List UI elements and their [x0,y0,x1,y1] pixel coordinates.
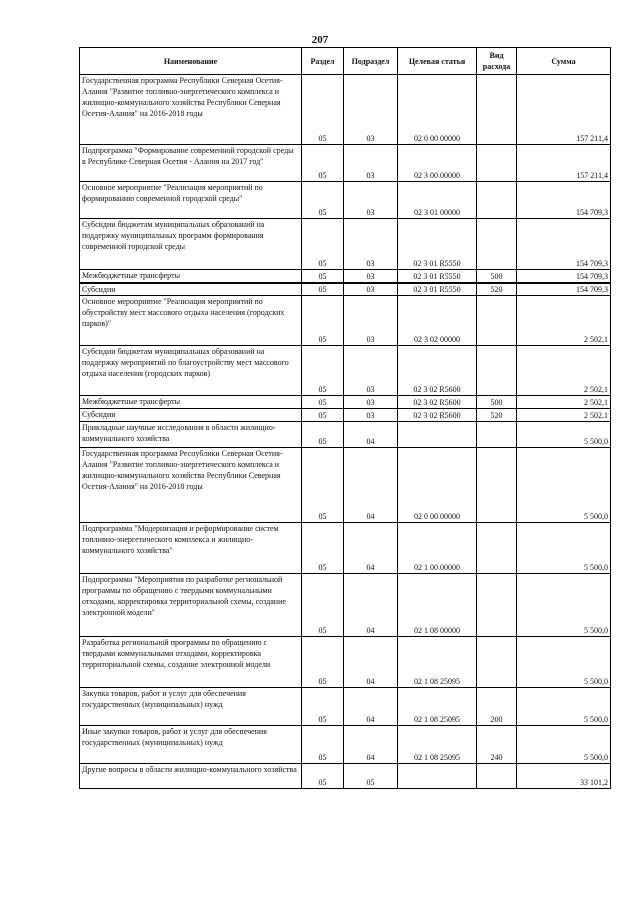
header-section: Раздел [302,48,344,75]
row-target: 02 1 08 25095 [398,688,477,726]
table-body [80,75,611,789]
row-target [398,422,477,448]
row-name: Подпрограмма "Формирование современной городской среды в Республике Северная Осетия - Алания на 2017 год" [80,145,302,182]
row-target: 02 3 01 00000 [398,182,477,219]
row-name: Субсидии [80,283,302,296]
table-row [80,574,611,637]
row-name: Государственная программа Республики Северная Осетия-Алания "Развитие топливно-энергетического комплекса и жилищно-коммунального хозяйства Республики Северная Осетия-Алания" на 2016-2018 годы [80,75,302,145]
row-expense-type [477,448,517,523]
table-header-row [80,48,611,75]
row-name: Подпрограмма "Мероприятия по разработке региональной программы по обращению с твердыми коммунальными отходами, корректировка территориальной схемы, создание электронной модели" [80,574,302,637]
row-name: Субсидии бюджетам муниципальных образований на поддержку муниципальных программ формирования современной городской среды [80,219,302,270]
row-amount: 2 502,1 [517,409,611,422]
row-amount: 154 709,3 [517,270,611,283]
row-target: 02 1 08 00000 [398,574,477,637]
table-row [80,75,611,145]
table-row [80,396,611,409]
row-section: 05 [302,145,344,182]
row-subsection: 04 [344,637,398,688]
row-section: 05 [302,764,344,789]
row-expense-type [477,219,517,270]
row-section: 05 [302,726,344,764]
row-subsection: 03 [344,75,398,145]
row-amount: 5 500,0 [517,688,611,726]
row-expense-type: 240 [477,726,517,764]
row-subsection: 05 [344,764,398,789]
row-name: Государственная программа Республики Северная Осетия-Алания "Развитие топливно-энергетического комплекса и жилищно-коммунального хозяйства Республики Северная Осетия-Алания" на 2016-2018 годы [80,448,302,523]
table-row [80,346,611,396]
row-expense-type [477,764,517,789]
table-row [80,688,611,726]
table-row [80,422,611,448]
row-expense-type [477,422,517,448]
row-section: 05 [302,346,344,396]
row-section: 05 [302,523,344,574]
row-amount: 154 709,3 [517,283,611,296]
row-expense-type [477,75,517,145]
row-amount: 5 500,0 [517,574,611,637]
row-section: 05 [302,688,344,726]
row-amount: 157 211,4 [517,145,611,182]
row-amount: 5 500,0 [517,422,611,448]
row-amount: 5 500,0 [517,637,611,688]
table-row [80,764,611,789]
row-amount: 157 211,4 [517,75,611,145]
row-section: 05 [302,75,344,145]
header-subsection: Подраздел [344,48,398,75]
row-subsection: 04 [344,422,398,448]
row-name: Межбюджетные трансферты [80,396,302,409]
row-expense-type: 520 [477,409,517,422]
row-name: Субсидии [80,409,302,422]
row-expense-type [477,637,517,688]
row-target: 02 0 00 00000 [398,448,477,523]
row-subsection: 04 [344,726,398,764]
row-target: 02 3 02 00000 [398,296,477,346]
row-subsection: 04 [344,574,398,637]
row-section: 05 [302,396,344,409]
row-subsection: 03 [344,219,398,270]
row-section: 05 [302,574,344,637]
row-target: 02 3 02 R5600 [398,346,477,396]
row-amount: 154 709,3 [517,182,611,219]
row-name: Иные закупки товаров, работ и услуг для обеспечения государственных (муниципальных) нужд [80,726,302,764]
row-section: 05 [302,422,344,448]
row-name: Другие вопросы в области жилищно-коммунального хозяйства [80,764,302,789]
row-section: 05 [302,448,344,523]
row-subsection: 03 [344,270,398,283]
row-name: Разработка региональной программы по обращению с твердыми коммунальными отходами, корректировка территориальной схемы, создание электронной модели [80,637,302,688]
row-expense-type [477,346,517,396]
row-subsection: 03 [344,296,398,346]
row-expense-type: 200 [477,688,517,726]
table-row [80,637,611,688]
row-target: 02 3 01 R5550 [398,270,477,283]
row-section: 05 [302,283,344,296]
row-subsection: 03 [344,396,398,409]
row-target: 02 0 00 00000 [398,75,477,145]
header-target: Целевая статья [398,48,477,75]
row-subsection: 03 [344,409,398,422]
row-subsection: 03 [344,145,398,182]
row-amount: 33 101,2 [517,764,611,789]
row-amount: 5 500,0 [517,523,611,574]
row-target: 02 1 08 25095 [398,726,477,764]
row-amount: 5 500,0 [517,726,611,764]
row-amount: 2 502,1 [517,396,611,409]
row-amount: 154 709,3 [517,219,611,270]
row-name: Основное мероприятие "Реализация мероприятий по формированию современной городской среды" [80,182,302,219]
row-name: Подпрограмма "Модернизация и реформирование систем топливно-энергетического комплекса и жилищно-коммунального хозяйства" [80,523,302,574]
table-row [80,182,611,219]
row-name: Закупка товаров, работ и услуг для обеспечения государственных (муниципальных) нужд [80,688,302,726]
row-target: 02 3 01 R5550 [398,219,477,270]
row-subsection: 03 [344,182,398,219]
row-subsection: 04 [344,688,398,726]
row-name: Межбюджетные трансферты [80,270,302,283]
header-name: Наименование [80,48,302,75]
row-expense-type [477,145,517,182]
row-subsection: 03 [344,346,398,396]
row-name: Субсидии бюджетам муниципальных образований на поддержку мероприятий по благоустройству мест массового отдыха населения (городских парков) [80,346,302,396]
row-target: 02 3 02 R5600 [398,396,477,409]
row-subsection: 04 [344,448,398,523]
table-row [80,448,611,523]
row-expense-type [477,574,517,637]
row-target: 02 3 01 R5550 [398,283,477,296]
row-amount: 5 500,0 [517,448,611,523]
budget-table [79,47,611,789]
row-expense-type [477,182,517,219]
row-section: 05 [302,296,344,346]
page-number: 207 [311,34,329,46]
row-subsection: 03 [344,283,398,296]
row-section: 05 [302,182,344,219]
row-target: 02 1 08 25095 [398,637,477,688]
row-amount: 2 502,1 [517,346,611,396]
row-section: 05 [302,409,344,422]
row-expense-type [477,523,517,574]
row-subsection: 04 [344,523,398,574]
row-expense-type: 520 [477,283,517,296]
table-row [80,296,611,346]
row-target: 02 1 00 00000 [398,523,477,574]
row-name: Основное мероприятие "Реализация мероприятий по обустройству мест массового отдыха населения (городских парков)" [80,296,302,346]
row-expense-type: 500 [477,270,517,283]
table-row [80,270,611,283]
row-target: 02 3 02 R5600 [398,409,477,422]
header-amount: Сумма [517,48,611,75]
row-expense-type: 500 [477,396,517,409]
table-row [80,523,611,574]
row-name: Прикладные научные исследования в области жилищно-коммунального хозяйства [80,422,302,448]
row-section: 05 [302,637,344,688]
row-target [398,764,477,789]
table-row [80,145,611,182]
table-row [80,283,611,296]
table-row [80,726,611,764]
table-row [80,219,611,270]
row-amount: 2 502,1 [517,296,611,346]
row-section: 05 [302,219,344,270]
row-target: 02 3 00 00000 [398,145,477,182]
table-row [80,409,611,422]
row-section: 05 [302,270,344,283]
row-expense-type [477,296,517,346]
header-expense-type: Вид расхода [477,48,517,75]
